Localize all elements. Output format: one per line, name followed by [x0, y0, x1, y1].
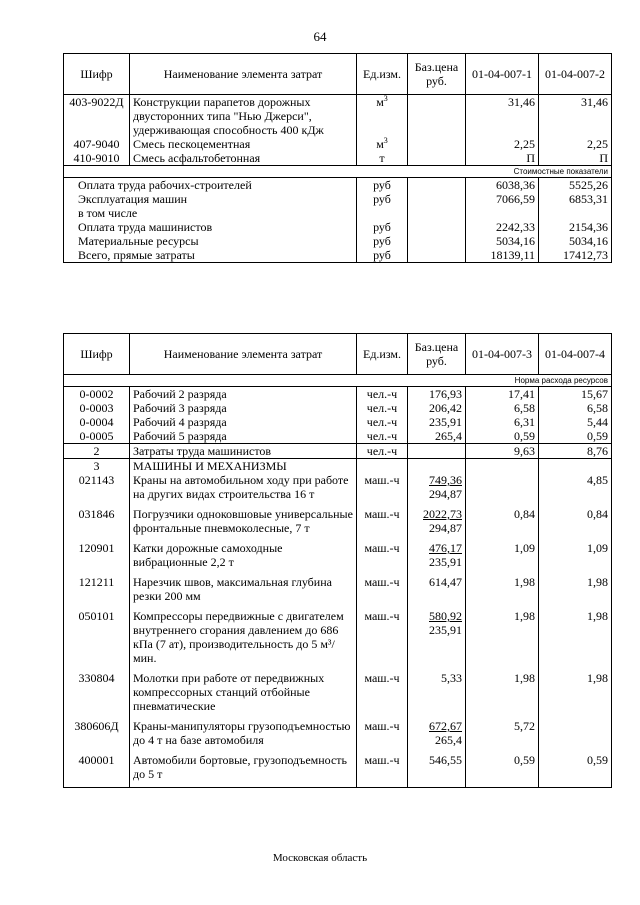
value-cell-4: 0,59: [539, 429, 612, 444]
value-cell-2: [539, 206, 612, 220]
value-cell-3: 1,98: [466, 575, 539, 609]
worker-row: [64, 401, 612, 415]
name-cell: Компрессоры передвижные с двигателем внутреннего сгорания давлением до 686 кПа (7 ат), производительность до 5 м³/мин.: [130, 609, 357, 671]
section-name: Затраты труда машинистов: [130, 444, 357, 459]
header-unit: Ед.изм.: [357, 54, 408, 95]
section-3-row: [64, 459, 612, 474]
subheader-row: [64, 166, 612, 178]
empty-cell: [357, 459, 408, 474]
page-number: 64: [313, 29, 327, 44]
price-value: 672,67: [429, 719, 462, 733]
price-value: 2022,73: [423, 507, 462, 521]
value-cell-3: [466, 473, 539, 507]
header-col-2: 01-04-007-2: [539, 54, 612, 95]
subheader-row: [64, 375, 612, 387]
value-cell-2: 6853,31: [539, 192, 612, 206]
price-cell: [408, 719, 466, 753]
price-cell: [408, 151, 466, 166]
header-name: Наименование элемента затрат: [130, 334, 357, 375]
price-cell: [408, 206, 466, 220]
value-cell-4: 1,09: [539, 541, 612, 575]
cost-name-cell: Всего, прямые затраты: [64, 248, 357, 263]
code-cell: 403-9022Д: [64, 95, 130, 138]
value-cell-4: 1,98: [539, 671, 612, 719]
value-cell-4: 5,44: [539, 415, 612, 429]
section-code: 3: [64, 459, 130, 474]
cost-row: [64, 192, 612, 206]
name-cell: Автомобили бортовые, грузоподъемность до 5 т: [130, 753, 357, 788]
cost-name-cell: в том числе: [64, 206, 357, 220]
unit-cell: [357, 95, 408, 138]
header-name: Наименование элемента затрат: [130, 54, 357, 95]
worker-row: [64, 429, 612, 444]
cost-name-cell: Оплата труда машинистов: [64, 220, 357, 234]
value-cell-2: 31,46: [539, 95, 612, 138]
empty-cell: [466, 459, 539, 474]
unit-cell: [357, 151, 408, 166]
value-cell-2: П: [539, 151, 612, 166]
price-cell: [408, 444, 466, 459]
name-cell: Погрузчики одноковшовые универсальные фронтальные пневмоколесные, 7 т: [130, 507, 357, 541]
name-cell: Краны-манипуляторы грузоподъемностью до 4 т на базе автомобиля: [130, 719, 357, 753]
unit-cell: маш.-ч: [357, 719, 408, 753]
code-cell: 050101: [64, 609, 130, 671]
value-cell-4: 1,98: [539, 575, 612, 609]
price-machinist-value: 294,87: [429, 487, 462, 501]
name-cell: Нарезчик швов, максимальная глубина резки 200 мм: [130, 575, 357, 609]
price-cell: 546,55: [408, 753, 466, 788]
cost-name-cell: Материальные ресурсы: [64, 234, 357, 248]
unit-superscript: 3: [383, 94, 388, 103]
material-row: [64, 95, 612, 138]
code-cell: 121211: [64, 575, 130, 609]
machine-row: [64, 609, 612, 671]
cost-table-1: [63, 53, 612, 263]
subheader-label: Норма расхода ресурсов: [64, 375, 612, 387]
unit-cell: [357, 137, 408, 151]
value-cell-3: 0,84: [466, 507, 539, 541]
machine-row: [64, 473, 612, 507]
machine-row: [64, 753, 612, 788]
unit-cell: маш.-ч: [357, 473, 408, 507]
value-cell-3: 6,31: [466, 415, 539, 429]
name-cell: Рабочий 3 разряда: [130, 401, 357, 415]
worker-row: [64, 387, 612, 402]
empty-cell: [539, 459, 612, 474]
price-cell: [408, 95, 466, 138]
unit-superscript: 3: [383, 136, 388, 145]
unit-text: т: [379, 151, 385, 165]
price-value: 749,36: [429, 473, 462, 487]
value-cell-4: 8,76: [539, 444, 612, 459]
table1-body: [64, 95, 612, 263]
header-base-price: Баз.цена руб.: [408, 54, 466, 95]
header-base-price: Баз.цена руб.: [408, 334, 466, 375]
unit-cell: маш.-ч: [357, 753, 408, 788]
value-cell-4: 15,67: [539, 387, 612, 402]
code-cell: 0-0002: [64, 387, 130, 402]
value-cell-4: 0,59: [539, 753, 612, 788]
material-row: [64, 151, 612, 166]
price-cell: [408, 234, 466, 248]
code-cell: 400001: [64, 753, 130, 788]
value-cell-1: П: [466, 151, 539, 166]
price-cell: 5,33: [408, 671, 466, 719]
cost-row: [64, 220, 612, 234]
value-cell-4: 4,85: [539, 473, 612, 507]
code-cell: 407-9040: [64, 137, 130, 151]
price-cell: [408, 192, 466, 206]
value-cell-1: 2242,33: [466, 220, 539, 234]
header-code: Шифр: [64, 54, 130, 95]
header-col-1: 01-04-007-1: [466, 54, 539, 95]
unit-cell: маш.-ч: [357, 575, 408, 609]
price-cell: 206,42: [408, 401, 466, 415]
unit-text: м: [376, 137, 384, 151]
price-machinist-value: 235,91: [429, 555, 462, 569]
header-col-4: 01-04-007-4: [539, 334, 612, 375]
unit-cell: руб: [357, 248, 408, 263]
unit-cell: чел.-ч: [357, 415, 408, 429]
value-cell-1: 7066,59: [466, 192, 539, 206]
code-cell: 120901: [64, 541, 130, 575]
value-cell-3: 1,09: [466, 541, 539, 575]
worker-row: [64, 415, 612, 429]
name-cell: Рабочий 4 разряда: [130, 415, 357, 429]
header-unit: Ед.изм.: [357, 334, 408, 375]
value-cell-2: 17412,73: [539, 248, 612, 263]
price-cell: [408, 609, 466, 671]
value-cell-3: 17,41: [466, 387, 539, 402]
price-cell: 265,4: [408, 429, 466, 444]
value-cell-1: [466, 206, 539, 220]
unit-cell: чел.-ч: [357, 444, 408, 459]
name-cell: Рабочий 5 разряда: [130, 429, 357, 444]
resource-table-2: [63, 333, 612, 788]
unit-cell: руб: [357, 220, 408, 234]
price-cell: 176,93: [408, 387, 466, 402]
cost-name-cell: Оплата труда рабочих-строителей: [64, 178, 357, 193]
header-code: Шифр: [64, 334, 130, 375]
value-cell-1: 18139,11: [466, 248, 539, 263]
unit-cell: [357, 206, 408, 220]
code-cell: 0-0004: [64, 415, 130, 429]
machine-row: [64, 507, 612, 541]
price-cell: [408, 178, 466, 193]
section-2-row: [64, 444, 612, 459]
name-cell: Молотки при работе от передвижных компрессорных станций отбойные пневматические: [130, 671, 357, 719]
footer-region: Московская область: [272, 852, 368, 864]
machine-row: [64, 541, 612, 575]
value-cell-4: 0,84: [539, 507, 612, 541]
code-cell: 330804: [64, 671, 130, 719]
value-cell-4: [539, 719, 612, 753]
price-machinist-value: 235,91: [429, 623, 462, 637]
header-col-3: 01-04-007-3: [466, 334, 539, 375]
name-cell: Краны на автомобильном ходу при работе на других видах строительства 16 т: [130, 473, 357, 507]
unit-cell: руб: [357, 178, 408, 193]
price-cell: [408, 473, 466, 507]
name-cell: Рабочий 2 разряда: [130, 387, 357, 402]
cost-row: [64, 248, 612, 263]
cost-name-cell: Эксплуатация машин: [64, 192, 357, 206]
value-cell-3: 1,98: [466, 609, 539, 671]
machine-row: [64, 671, 612, 719]
value-cell-1: 6038,36: [466, 178, 539, 193]
code-cell: 410-9010: [64, 151, 130, 166]
unit-cell: руб: [357, 234, 408, 248]
price-value: 580,92: [429, 609, 462, 623]
code-cell: 021143: [64, 473, 130, 507]
cost-row: [64, 206, 612, 220]
material-row: [64, 137, 612, 151]
section-name: МАШИНЫ И МЕХАНИЗМЫ: [130, 459, 357, 474]
price-value: 476,17: [429, 541, 462, 555]
unit-cell: маш.-ч: [357, 671, 408, 719]
value-cell-3: 6,58: [466, 401, 539, 415]
value-cell-1: 2,25: [466, 137, 539, 151]
subheader-label: Стоимостные показатели: [64, 166, 612, 178]
unit-text: м: [376, 95, 384, 109]
price-cell: 614,47: [408, 575, 466, 609]
empty-cell: [408, 459, 466, 474]
section-code: 2: [64, 444, 130, 459]
machine-row: [64, 719, 612, 753]
code-cell: 0-0005: [64, 429, 130, 444]
name-cell: Катки дорожные самоходные вибрационные 2,2 т: [130, 541, 357, 575]
value-cell-3: 1,98: [466, 671, 539, 719]
price-machinist-value: 265,4: [435, 733, 462, 747]
name-cell: Смесь асфальтобетонная: [130, 151, 357, 166]
unit-cell: чел.-ч: [357, 429, 408, 444]
table2-body: [64, 375, 612, 788]
unit-cell: маш.-ч: [357, 609, 408, 671]
value-cell-2: 5525,26: [539, 178, 612, 193]
code-cell: 0-0003: [64, 401, 130, 415]
unit-cell: маш.-ч: [357, 507, 408, 541]
unit-cell: чел.-ч: [357, 401, 408, 415]
code-cell: 031846: [64, 507, 130, 541]
unit-cell: руб: [357, 192, 408, 206]
value-cell-4: 6,58: [539, 401, 612, 415]
price-cell: [408, 507, 466, 541]
price-cell: [408, 220, 466, 234]
price-cell: [408, 541, 466, 575]
machine-row: [64, 575, 612, 609]
unit-cell: маш.-ч: [357, 541, 408, 575]
value-cell-4: 1,98: [539, 609, 612, 671]
value-cell-2: 5034,16: [539, 234, 612, 248]
code-cell: 380606Д: [64, 719, 130, 753]
value-cell-1: 31,46: [466, 95, 539, 138]
name-cell: Смесь пескоцементная: [130, 137, 357, 151]
value-cell-3: 0,59: [466, 753, 539, 788]
cost-row: [64, 234, 612, 248]
unit-cell: чел.-ч: [357, 387, 408, 402]
price-machinist-value: 294,87: [429, 521, 462, 535]
price-cell: 235,91: [408, 415, 466, 429]
value-cell-3: 5,72: [466, 719, 539, 753]
price-cell: [408, 137, 466, 151]
cost-row: [64, 178, 612, 193]
value-cell-1: 5034,16: [466, 234, 539, 248]
value-cell-2: 2,25: [539, 137, 612, 151]
value-cell-3: 9,63: [466, 444, 539, 459]
price-cell: [408, 248, 466, 263]
value-cell-3: 0,59: [466, 429, 539, 444]
name-cell: Конструкции парапетов дорожных двусторонних типа "Нью Джерси", удерживающая способность 400 кДж: [130, 95, 357, 138]
value-cell-2: 2154,36: [539, 220, 612, 234]
